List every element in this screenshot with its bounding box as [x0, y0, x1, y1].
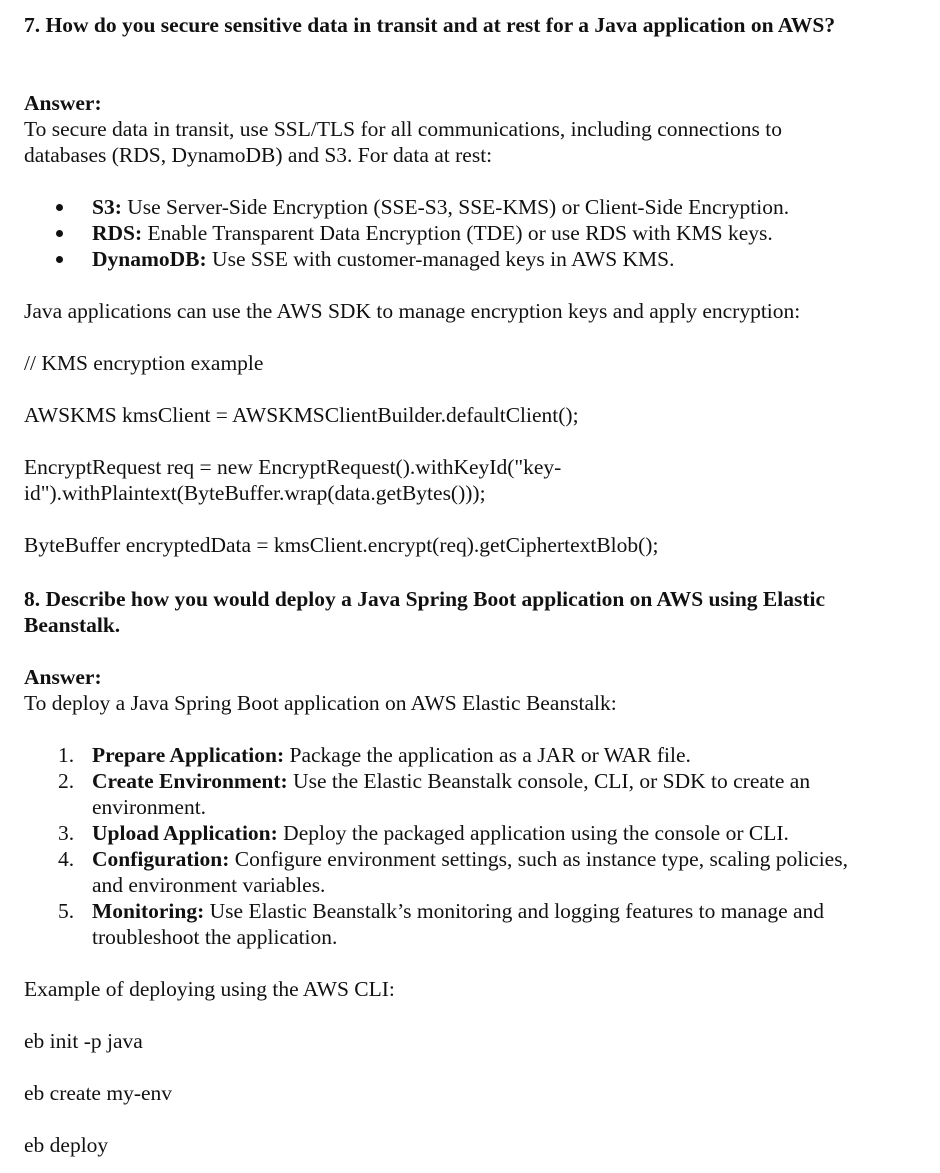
list-item-text: Enable Transparent Data Encryption (TDE) or use RDS with KMS keys.: [142, 221, 773, 245]
list-item-text: Use Server-Side Encryption (SSE-S3, SSE-KMS) or Client-Side Encryption.: [121, 195, 790, 219]
list-item: [24, 742, 874, 768]
step-text: Use the Elastic Beanstalk console, CLI, or SDK to create an environment.: [92, 769, 811, 819]
list-item-label: RDS:: [92, 221, 143, 245]
bullet-icon: [56, 256, 63, 263]
bullet-icon: [56, 230, 63, 237]
step-text: Package the application as a JAR or WAR file.: [284, 743, 691, 767]
list-item: [24, 820, 874, 846]
step-text: Use Elastic Beanstalk’s monitoring and logging features to manage and troubleshoot the application.: [92, 899, 825, 949]
q7-encryption-list: [24, 194, 904, 272]
code-line-encrypted-data: ByteBuffer encryptedData = kmsClient.encrypt(req).getCiphertextBlob();: [24, 533, 659, 557]
step-text: Deploy the packaged application using the console or CLI.: [277, 821, 789, 845]
question-8-heading: 8. Describe how you would deploy a Java Spring Boot application on AWS using Elastic Beanstalk.: [24, 587, 826, 637]
list-item: [24, 846, 874, 898]
list-item: [24, 220, 904, 246]
code-line-encrypt-request-1: EncryptRequest req = new EncryptRequest().withKeyId("key-: [24, 455, 562, 479]
step-number: 5.: [58, 899, 75, 923]
cli-command-deploy: eb deploy: [24, 1133, 109, 1157]
list-item: [24, 246, 904, 272]
step-number: 3.: [58, 821, 75, 845]
cli-command-init: eb init -p java: [24, 1029, 143, 1053]
code-line-encrypt-request-2: id").withPlaintext(ByteBuffer.wrap(data.getBytes()));: [24, 481, 486, 505]
list-item: [24, 194, 904, 220]
list-item-label: DynamoDB:: [92, 247, 207, 271]
list-item: [24, 768, 874, 820]
bullet-icon: [56, 204, 63, 211]
step-number: 2.: [58, 769, 75, 793]
list-item-label: S3:: [92, 195, 122, 219]
q7-answer-label: Answer:: [24, 91, 102, 115]
q7-sdk-note: Java applications can use the AWS SDK to manage encryption keys and apply encryption:: [24, 299, 801, 323]
step-label: Configuration:: [92, 847, 230, 871]
q7-answer-intro: To secure data in transit, use SSL/TLS for all communications, including connections to databases (RDS, DynamoDB) and S3. For data at rest:: [24, 117, 783, 167]
cli-command-create: eb create my-env: [24, 1081, 173, 1105]
q8-deployment-steps: [24, 742, 874, 950]
list-item: [24, 898, 874, 950]
step-number: 1.: [58, 743, 75, 767]
step-label: Prepare Application:: [92, 743, 285, 767]
list-item-text: Use SSE with customer-managed keys in AWS KMS.: [206, 247, 675, 271]
code-line-kms-client: AWSKMS kmsClient = AWSKMSClientBuilder.defaultClient();: [24, 403, 579, 427]
question-7-heading: 7. How do you secure sensitive data in transit and at rest for a Java application on AWS?: [24, 13, 836, 37]
step-label: Create Environment:: [92, 769, 288, 793]
q8-answer-label: Answer:: [24, 665, 102, 689]
step-label: Upload Application:: [92, 821, 278, 845]
step-text: Configure environment settings, such as instance type, scaling policies, and environment variables.: [92, 847, 848, 897]
q8-answer-intro: To deploy a Java Spring Boot application on AWS Elastic Beanstalk:: [24, 691, 617, 715]
cli-intro: Example of deploying using the AWS CLI:: [24, 977, 395, 1001]
step-number: 4.: [58, 847, 75, 871]
step-label: Monitoring:: [92, 899, 205, 923]
code-comment: // KMS encryption example: [24, 351, 264, 375]
